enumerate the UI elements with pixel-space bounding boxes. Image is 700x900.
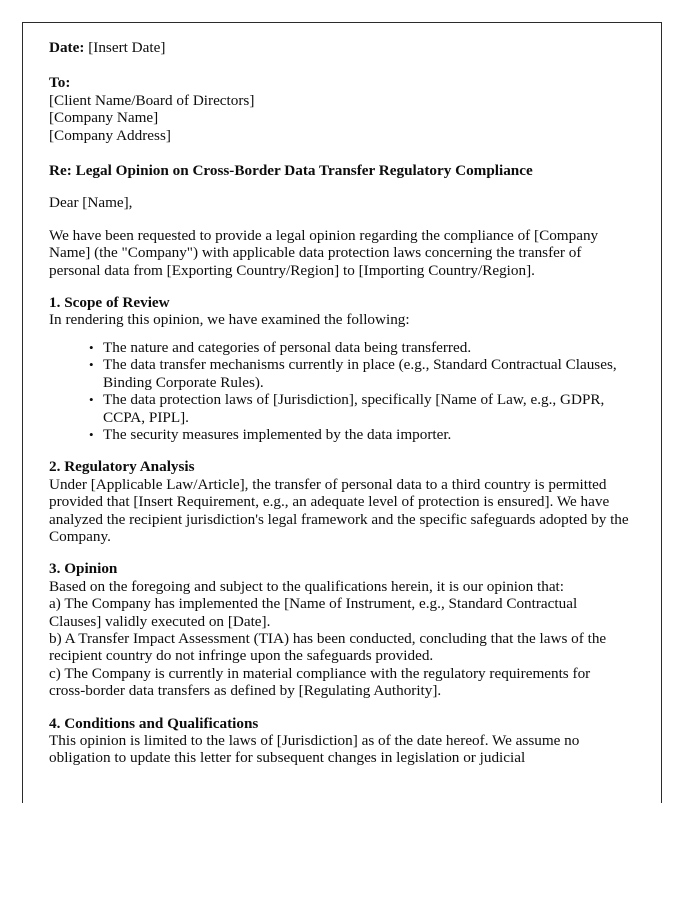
spacer [49,212,629,227]
to-line-1: [Client Name/Board of Directors] [49,91,255,109]
spacer [49,329,629,339]
section-1-heading: 1. Scope of Review [49,294,170,312]
salutation: Dear [Name], [49,194,133,212]
section-3-heading: 3. Opinion [49,560,118,578]
date-value: [Insert Date] [88,39,166,56]
intro-paragraph: We have been requested to provide a legal opinion regarding the compliance of [Company Name] (the "Company") with applicable data protection laws concerning the transfer of personal data from [Exporting Country/Region] to [Importing Country/Region]. [49,226,599,279]
to-label: To: [49,74,71,92]
list-item: • The data transfer mechanisms currently in place (e.g., Standard Contractual Clauses, Binding Corporate Rules). [91,356,629,391]
spacer [49,443,629,458]
section-2-body: Under [Applicable Law/Article], the transfer of personal data to a third country is permitted provided that [Insert Requirement, e.g., an adequate level of protection is ensured]. We have analyzed the recipient jurisdiction's legal framework and the specific safeguards adopted by the Company. [49,475,629,545]
scope-of-review-list [49,339,629,443]
section-4-body: This opinion is limited to the laws of [Jurisdiction] as of the date hereof. We assume no obligation to update this letter for subsequent changes in legislation or judicial [49,732,580,767]
section-4-heading: 4. Conditions and Qualifications [49,714,259,732]
opinion-item-a: a) The Company has implemented the [Name of Instrument, e.g., Standard Contractual Clauses] validly executed on [Date]. [49,595,578,630]
date-line [49,39,629,56]
subject-line: Re: Legal Opinion on Cross-Border Data Transfer Regulatory Compliance [49,162,533,180]
section-2-heading: 2. Regulatory Analysis [49,458,195,476]
section-1-lead: In rendering this opinion, we have examined the following: [49,311,410,329]
spacer [49,545,629,560]
to-line-2: [Company Name] [49,109,159,127]
spacer [49,700,629,715]
list-item: • The nature and categories of personal data being transferred. [91,339,629,356]
to-line-3: [Company Address] [49,126,171,144]
opinion-item-b: b) A Transfer Impact Assessment (TIA) has been conducted, concluding that the laws of the recipient country do not infringe upon the safeguards provided. [49,629,607,665]
spacer [49,56,629,74]
document-content [49,39,629,767]
spacer [49,179,629,194]
document-page [22,22,662,803]
list-item: • The data protection laws of [Jurisdiction], specifically [Name of Law, e.g., GDPR, CCPA, PIPL]. [91,391,629,426]
opinion-item-c: c) The Company is currently in material compliance with the regulatory requirements for cross-border data transfers as defined by [Regulating Authority]. [49,664,591,700]
list-item: • The security measures implemented by the data importer. [91,426,629,443]
date-label: Date: [49,39,85,56]
section-3-lead: Based on the foregoing and subject to the qualifications herein, it is our opinion that: [49,577,564,595]
spacer [49,144,629,162]
spacer [49,279,629,294]
